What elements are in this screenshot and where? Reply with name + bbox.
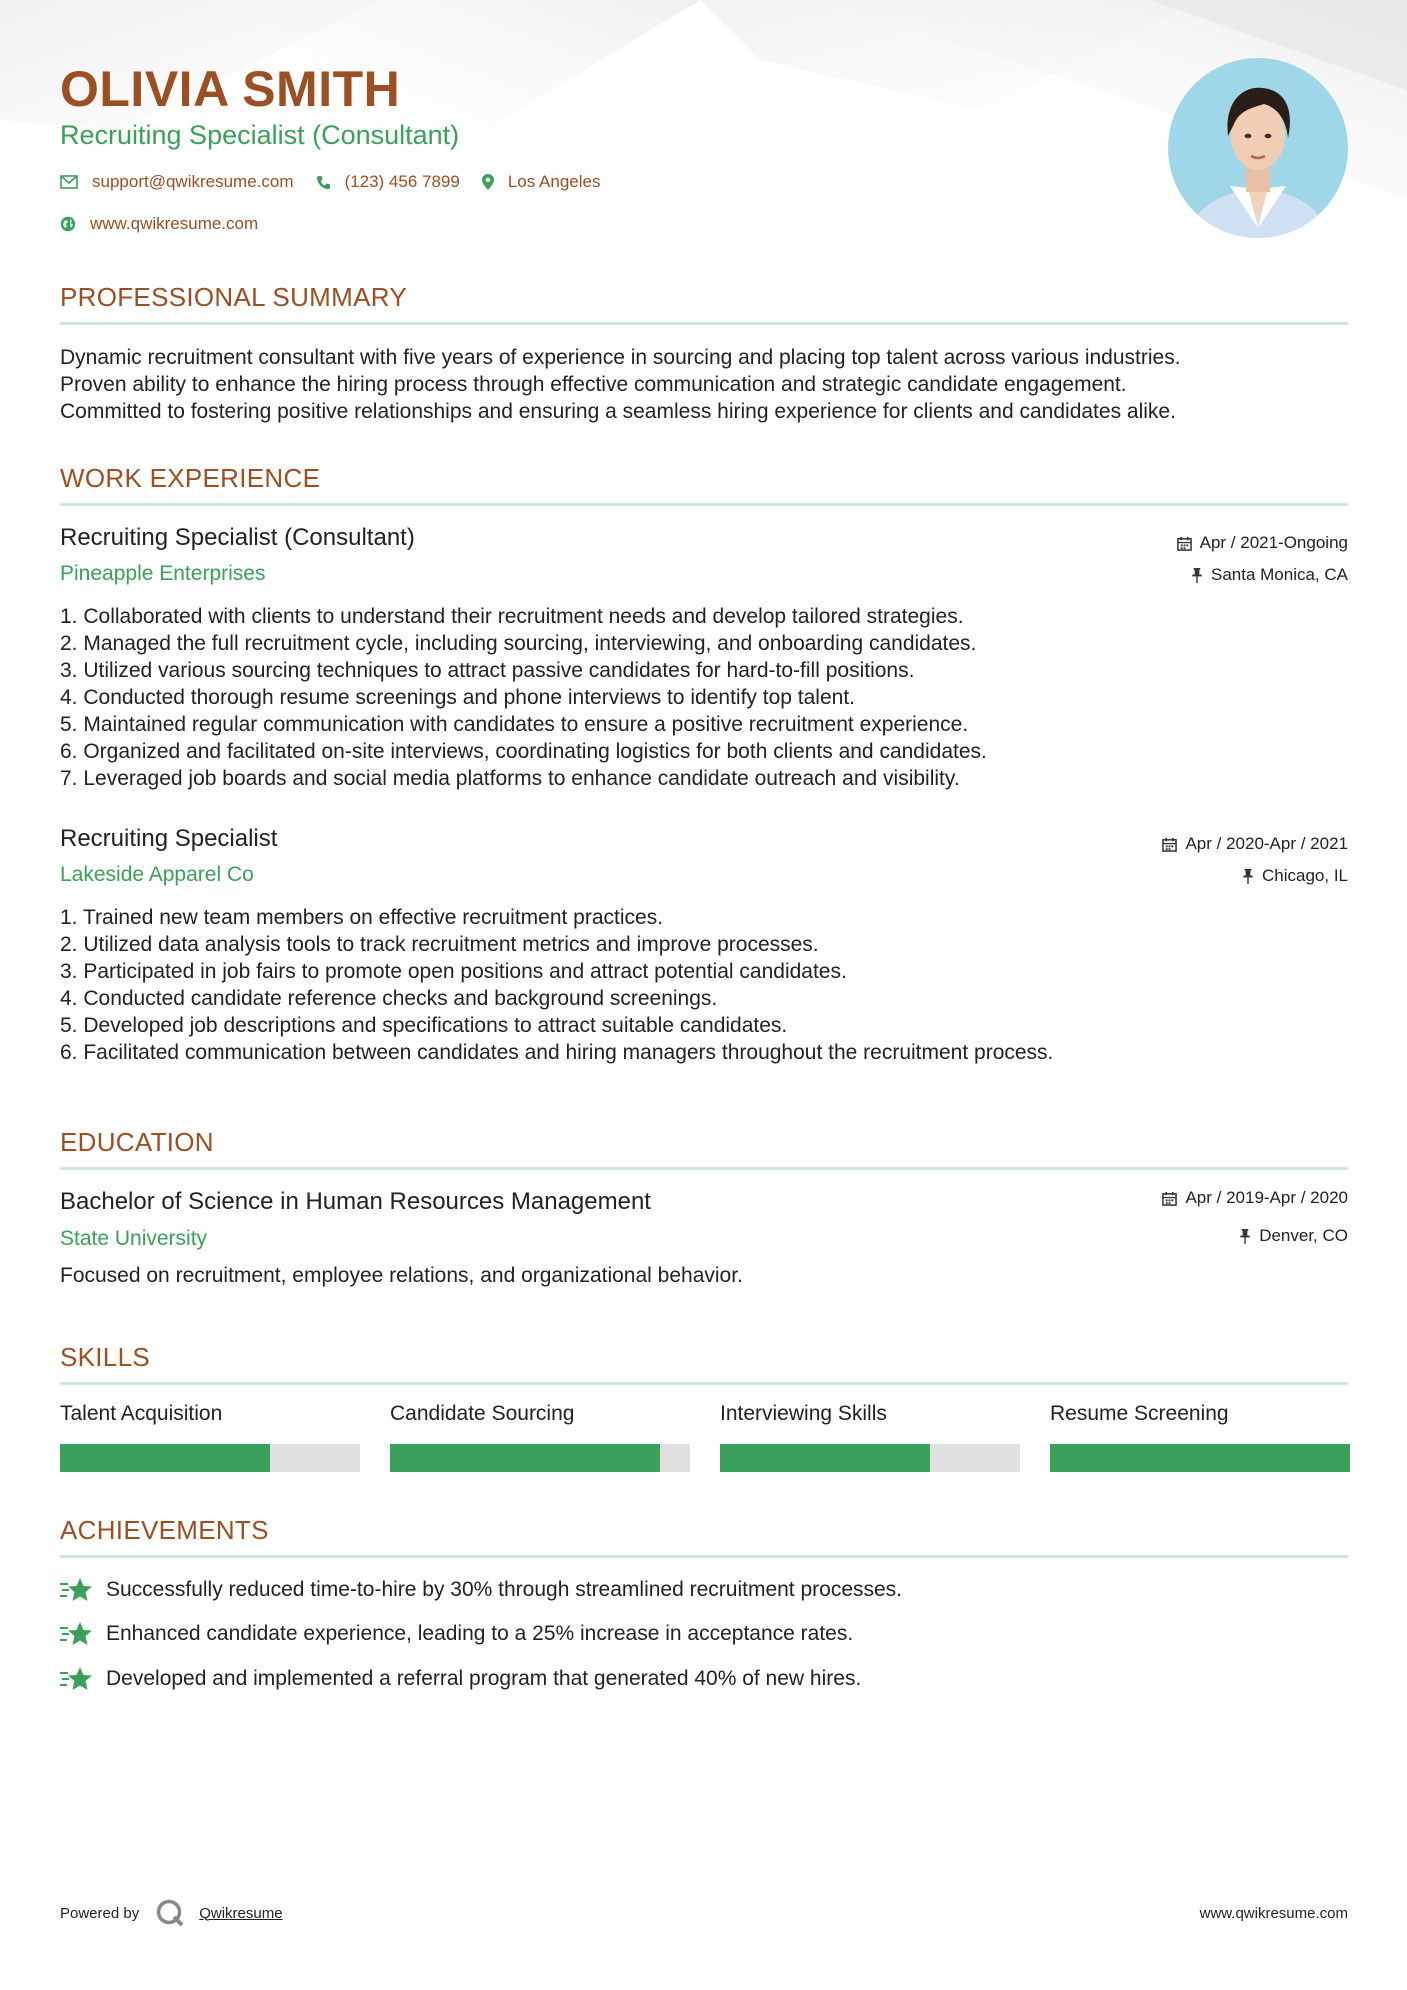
summary-line: Proven ability to enhance the hiring process through effective communication and strategic candidate engagement. bbox=[60, 373, 1127, 396]
calendar-icon bbox=[1162, 1191, 1177, 1206]
calendar-icon bbox=[1162, 837, 1177, 852]
list-item: 4. Conducted candidate reference checks and background screenings. bbox=[60, 987, 718, 1010]
globe-icon bbox=[60, 216, 76, 232]
list-item: 1. Trained new team members on effective recruitment practices. bbox=[60, 906, 664, 929]
education-dates-text: Apr / 2019-Apr / 2020 bbox=[1185, 1188, 1348, 1207]
contact-website[interactable] bbox=[60, 214, 258, 234]
qwikresume-logo-icon bbox=[155, 1898, 185, 1928]
powered-by-text: Powered by bbox=[60, 1904, 140, 1922]
job-location-text: Santa Monica, CA bbox=[1210, 565, 1348, 584]
contact-email[interactable] bbox=[60, 172, 294, 192]
job-dates bbox=[1177, 533, 1348, 553]
achievement-item bbox=[60, 1665, 861, 1693]
job-dates-text: Apr / 2020-Apr / 2021 bbox=[1185, 834, 1348, 853]
skill-bar-fill bbox=[390, 1444, 660, 1472]
skill-item bbox=[1050, 1402, 1350, 1472]
contact-phone[interactable] bbox=[316, 172, 460, 192]
company-name: Pineapple Enterprises bbox=[60, 562, 266, 585]
job-dates bbox=[1162, 834, 1348, 854]
job-title: Recruiting Specialist bbox=[60, 825, 278, 852]
list-item: 2. Managed the full recruitment cycle, including sourcing, interviewing, and onboarding candidates. bbox=[60, 632, 977, 655]
section-divider bbox=[60, 503, 1348, 506]
contact-row-website bbox=[60, 214, 280, 234]
skill-item bbox=[60, 1402, 360, 1472]
skill-bar-fill bbox=[1050, 1444, 1350, 1472]
location-text: Los Angeles bbox=[507, 172, 601, 191]
phone-icon bbox=[316, 175, 331, 190]
section-divider bbox=[60, 1167, 1348, 1170]
list-item: 6. Organized and facilitated on-site interviews, coordinating logistics for both clients and candidates. bbox=[60, 740, 987, 763]
section-title-experience: WORK EXPERIENCE bbox=[60, 463, 321, 493]
skill-item bbox=[720, 1402, 1020, 1472]
education-description: Focused on recruitment, employee relations, and organizational behavior. bbox=[60, 1264, 743, 1287]
summary-line: Committed to fostering positive relationships and ensuring a seamless hiring experience for clients and candidates alike. bbox=[60, 400, 1176, 423]
summary-line: Dynamic recruitment consultant with five years of experience in sourcing and placing top talent across various industries. bbox=[60, 346, 1181, 369]
section-divider bbox=[60, 322, 1348, 325]
calendar-icon bbox=[1177, 536, 1192, 551]
achievement-text: Successfully reduced time-to-hire by 30% through streamlined recruitment processes. bbox=[106, 1578, 903, 1601]
degree-title: Bachelor of Science in Human Resources Management bbox=[60, 1188, 651, 1215]
skill-name: Interviewing Skills bbox=[720, 1402, 887, 1425]
section-title-achievements: ACHIEVEMENTS bbox=[60, 1515, 269, 1545]
pushpin-icon bbox=[1242, 869, 1254, 884]
skill-name: Resume Screening bbox=[1050, 1402, 1229, 1425]
education-dates bbox=[1162, 1188, 1348, 1208]
list-item: 7. Leveraged job boards and social media platforms to enhance candidate outreach and visibility. bbox=[60, 767, 960, 790]
company-name: Lakeside Apparel Co bbox=[60, 863, 254, 886]
phone-text: (123) 456 7899 bbox=[344, 172, 460, 191]
job-bullets bbox=[60, 603, 987, 792]
map-pin-icon bbox=[482, 174, 494, 190]
list-item: 1. Collaborated with clients to understand their recruitment needs and develop tailored strategies. bbox=[60, 605, 964, 628]
footer-powered-by bbox=[60, 1898, 283, 1928]
list-item: 6. Facilitated communication between candidates and hiring managers throughout the recruitment process. bbox=[60, 1041, 1054, 1064]
summary-text bbox=[60, 344, 1348, 425]
skill-bar bbox=[60, 1444, 360, 1472]
contact-row bbox=[60, 172, 622, 192]
candidate-name: OLIVIA SMITH bbox=[60, 61, 401, 117]
envelope-icon bbox=[60, 175, 78, 189]
skill-name: Talent Acquisition bbox=[60, 1402, 223, 1425]
achievement-item bbox=[60, 1620, 853, 1648]
candidate-title: Recruiting Specialist (Consultant) bbox=[60, 120, 460, 150]
email-text: support@qwikresume.com bbox=[92, 172, 294, 191]
list-item: 3. Utilized various sourcing techniques to attract passive candidates for hard-to-fill positions. bbox=[60, 659, 915, 682]
job-location bbox=[1191, 565, 1348, 585]
job-bullets bbox=[60, 904, 1053, 1066]
list-item: 2. Utilized data analysis tools to track recruitment metrics and improve processes. bbox=[60, 933, 819, 956]
achievement-text: Enhanced candidate experience, leading to a 25% increase in acceptance rates. bbox=[106, 1622, 854, 1645]
pushpin-icon bbox=[1239, 1229, 1251, 1244]
pushpin-icon bbox=[1191, 568, 1203, 583]
list-item: 3. Participated in job fairs to promote open positions and attract potential candidates. bbox=[60, 960, 847, 983]
skill-name: Candidate Sourcing bbox=[390, 1402, 575, 1425]
star-icon bbox=[60, 1665, 94, 1693]
skill-bar bbox=[720, 1444, 1020, 1472]
profile-photo bbox=[1168, 58, 1348, 238]
section-divider bbox=[60, 1382, 1348, 1385]
school-name: State University bbox=[60, 1227, 208, 1250]
section-title-education: EDUCATION bbox=[60, 1127, 214, 1157]
list-item: 4. Conducted thorough resume screenings and phone interviews to identify top talent. bbox=[60, 686, 855, 709]
education-location bbox=[1239, 1226, 1348, 1246]
achievement-text: Developed and implemented a referral program that generated 40% of new hires. bbox=[106, 1667, 862, 1690]
section-title-skills: SKILLS bbox=[60, 1342, 150, 1372]
list-item: 5. Developed job descriptions and specifications to attract suitable candidates. bbox=[60, 1014, 788, 1037]
star-icon bbox=[60, 1576, 94, 1604]
job-location-text: Chicago, IL bbox=[1262, 866, 1348, 885]
footer-website-link[interactable]: www.qwikresume.com bbox=[1199, 1905, 1348, 1922]
achievement-item bbox=[60, 1576, 902, 1604]
list-item: 5. Maintained regular communication with candidates to ensure a positive recruitment experience. bbox=[60, 713, 969, 736]
contact-location bbox=[482, 172, 601, 192]
star-icon bbox=[60, 1620, 94, 1648]
skill-item bbox=[390, 1402, 690, 1472]
section-title-summary: PROFESSIONAL SUMMARY bbox=[60, 282, 407, 312]
website-text: www.qwikresume.com bbox=[90, 214, 259, 233]
qwikresume-link[interactable]: Qwikresume bbox=[199, 1904, 283, 1922]
section-divider bbox=[60, 1555, 1348, 1558]
job-dates-text: Apr / 2021-Ongoing bbox=[1199, 533, 1348, 552]
skill-bar-fill bbox=[720, 1444, 930, 1472]
skill-bar bbox=[390, 1444, 690, 1472]
skill-bar bbox=[1050, 1444, 1350, 1472]
job-location bbox=[1242, 866, 1348, 886]
education-location-text: Denver, CO bbox=[1259, 1226, 1348, 1245]
skill-bar-fill bbox=[60, 1444, 270, 1472]
job-title: Recruiting Specialist (Consultant) bbox=[60, 524, 415, 551]
